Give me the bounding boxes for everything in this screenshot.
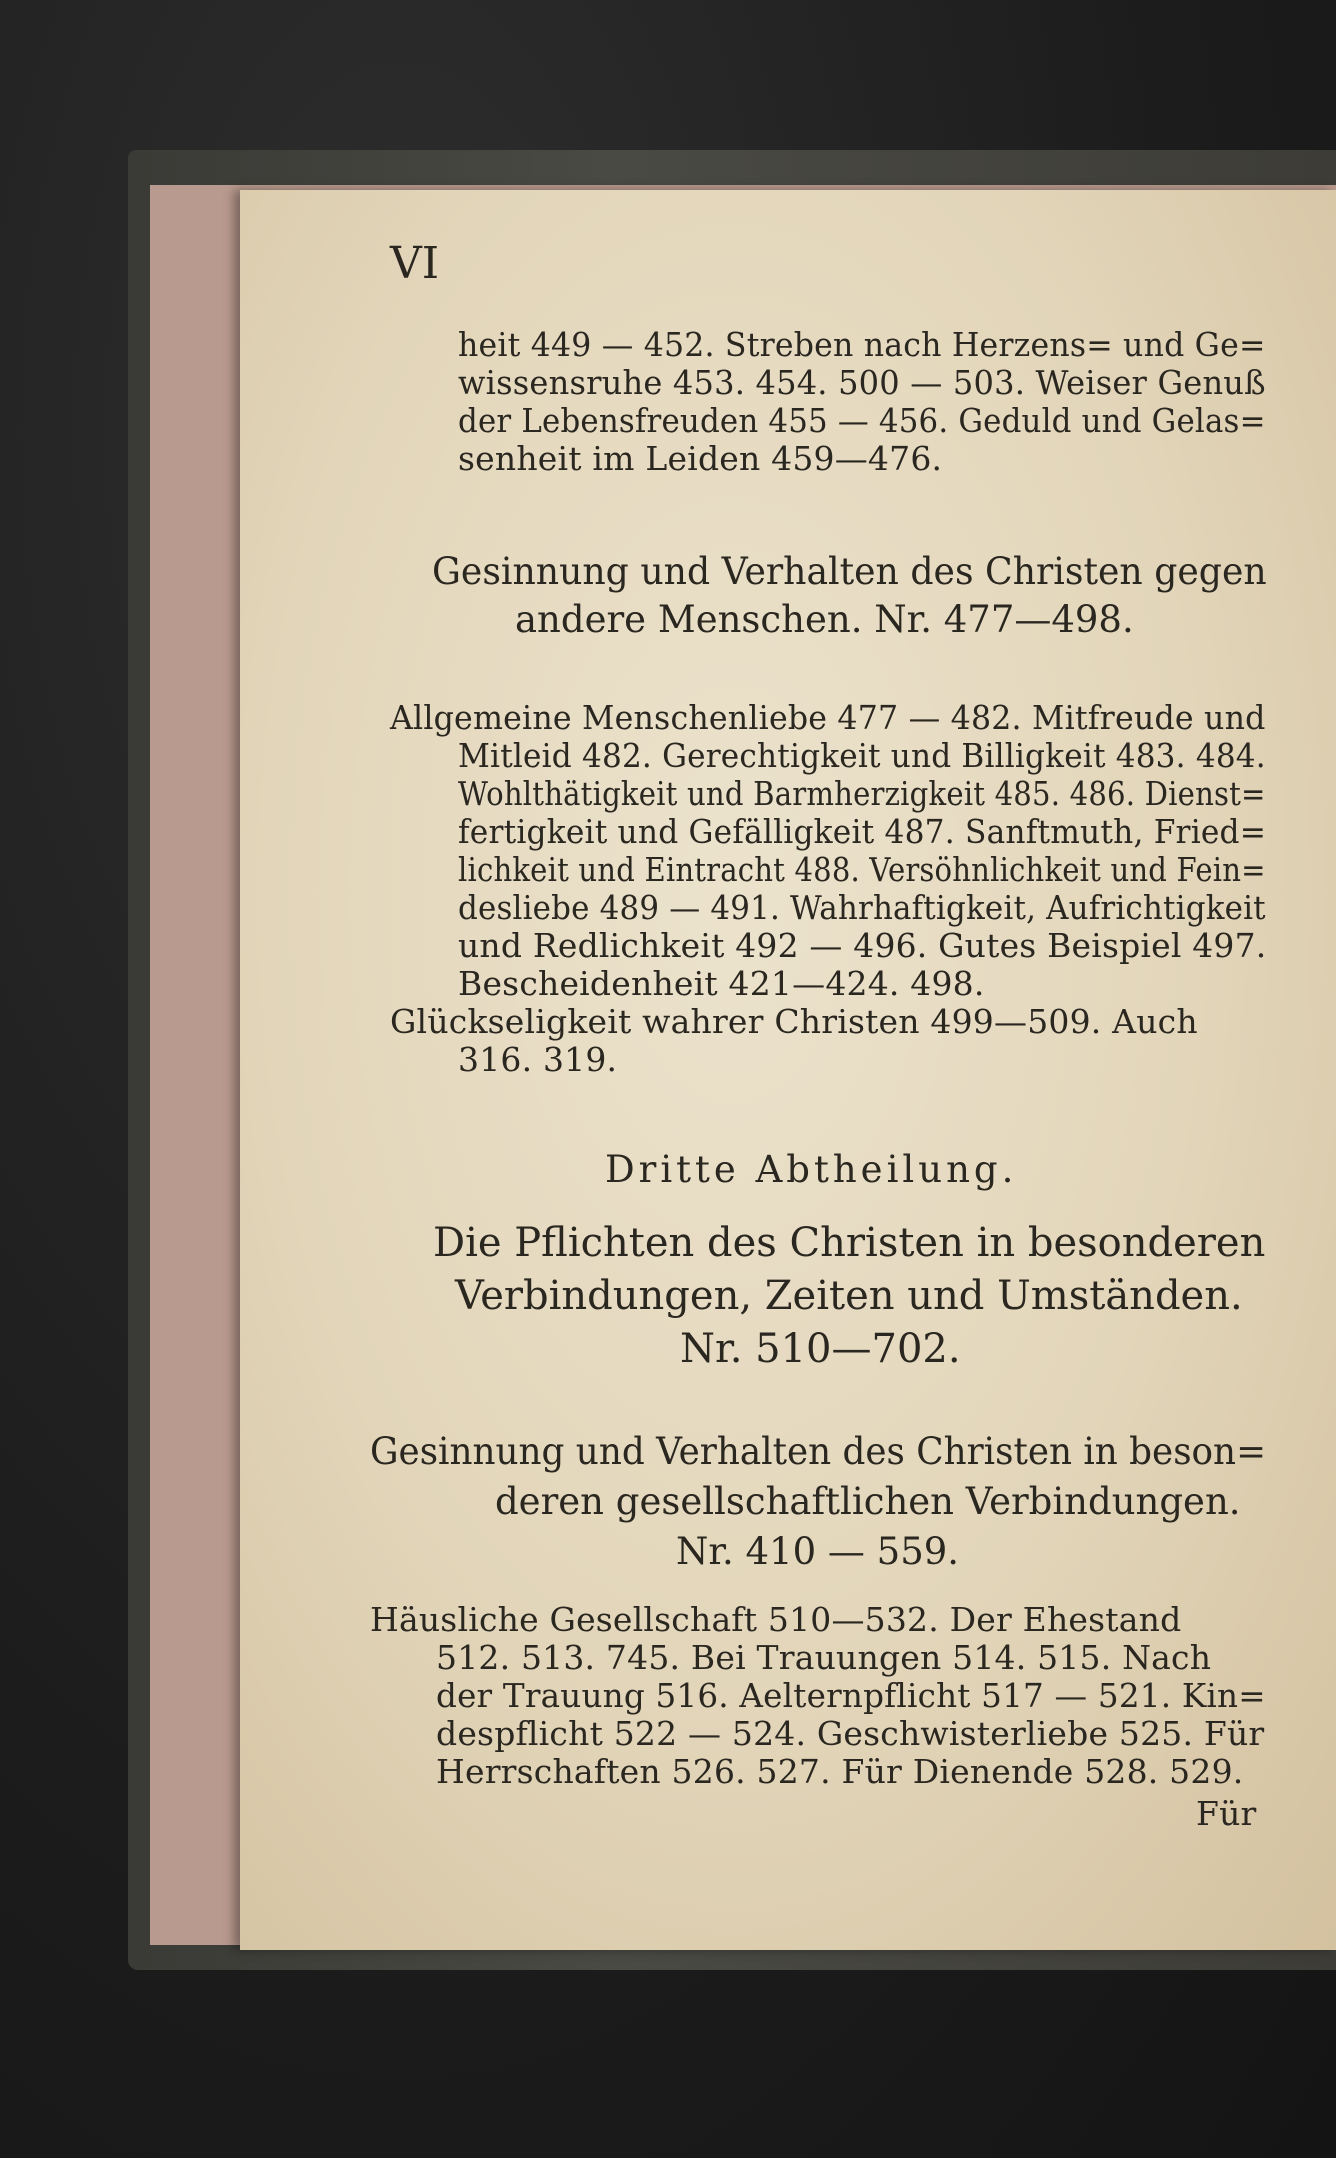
section-heading: Gesinnung und Verhalten des Christen in beson= — [370, 1430, 1267, 1473]
text-line: der Trauung 516. Aelternpflicht 517 — 521. Kin= — [436, 1676, 1266, 1715]
text-line: wissensruhe 453. 454. 500 — 503. Weiser Genuß — [458, 363, 1266, 402]
catchword: Für — [1196, 1794, 1257, 1833]
text-line: lichkeit und Eintracht 488. Versöhnlichkeit und Fein= — [458, 850, 1266, 889]
section-heading: Nr. 410 — 559. — [676, 1530, 960, 1573]
text-line: senheit im Leiden 459—476. — [458, 439, 943, 478]
text-line: und Redlichkeit 492 — 496. Gutes Beispiel 497. — [458, 926, 1267, 965]
section-heading: Gesinnung und Verhalten des Christen gegen — [432, 550, 1267, 593]
text-line: heit 449 — 452. Streben nach Herzens= und Ge= — [458, 325, 1266, 364]
division-heading: Die Pflichten des Christen in besonderen — [433, 1220, 1266, 1266]
text-line: despflicht 522 — 524. Geschwisterliebe 525. Für — [436, 1714, 1265, 1753]
text-line: Allgemeine Menschenliebe 477 — 482. Mitfreude und — [390, 698, 1266, 737]
division-title: Dritte Abtheilung. — [605, 1148, 1018, 1191]
text-line: der Lebensfreuden 455 — 456. Geduld und Gelas= — [458, 401, 1266, 440]
text-line: Glückseligkeit wahrer Christen 499—509. Auch — [390, 1002, 1198, 1041]
section-heading: deren gesellschaftlichen Verbindungen. — [495, 1480, 1241, 1523]
text-line: Herrschaften 526. 527. Für Dienende 528. 529. — [436, 1752, 1244, 1791]
text-line: Mitleid 482. Gerechtigkeit und Billigkeit 483. 484. — [458, 736, 1266, 775]
page-number: VI — [390, 238, 440, 289]
text-line: 512. 513. 745. Bei Trauungen 514. 515. Nach — [436, 1638, 1212, 1677]
text-line: 316. 319. — [458, 1040, 618, 1079]
section-heading: andere Menschen. Nr. 477—498. — [515, 598, 1134, 641]
text-line: Wohlthätigkeit und Barmherzigkeit 485. 486. Dienst= — [458, 774, 1266, 813]
text-line: Häusliche Gesellschaft 510—532. Der Ehestand — [370, 1600, 1182, 1639]
division-heading: Nr. 510—702. — [680, 1326, 961, 1372]
book-page — [240, 190, 1336, 1950]
text-line: Bescheidenheit 421—424. 498. — [458, 964, 985, 1003]
division-heading: Verbindungen, Zeiten und Umständen. — [455, 1273, 1243, 1319]
text-line: desliebe 489 — 491. Wahrhaftigkeit, Aufrichtigkeit — [458, 888, 1266, 927]
text-line: fertigkeit und Gefälligkeit 487. Sanftmuth, Fried= — [458, 812, 1267, 851]
